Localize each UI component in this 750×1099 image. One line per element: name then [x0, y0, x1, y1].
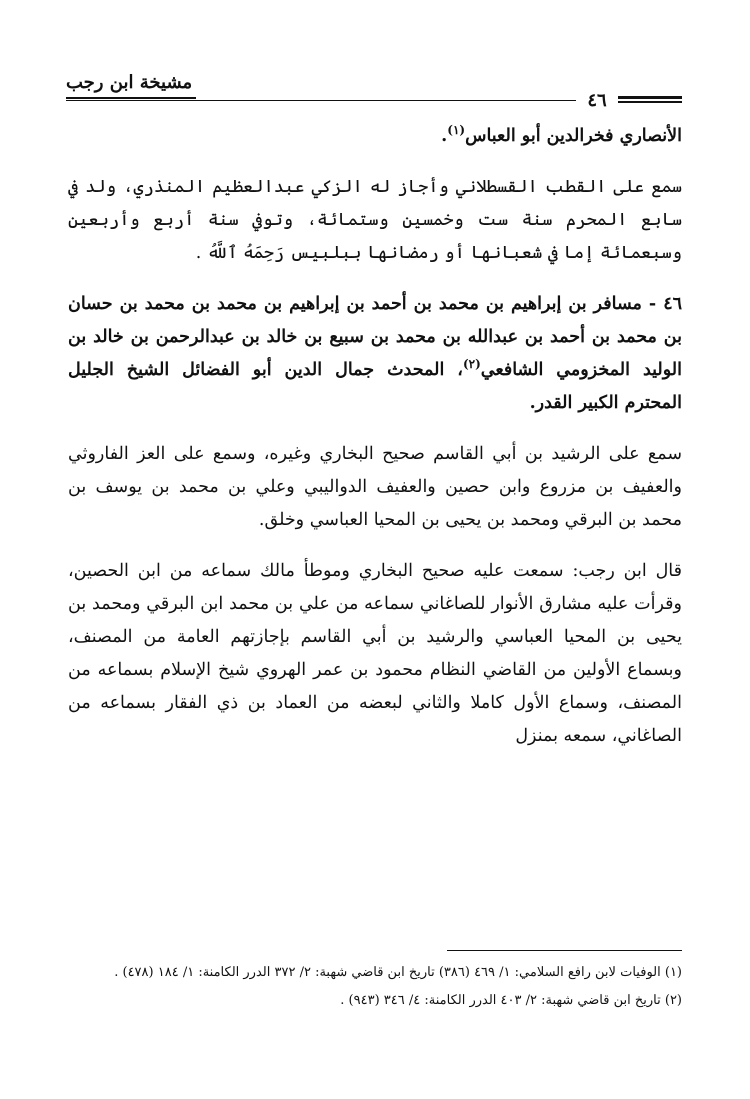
- footnote-separator: [447, 950, 682, 951]
- lead-text: الأنصاري فخرالدين أبو العباس: [465, 126, 682, 146]
- entry-text: ٤٦ - مسافر بن إبراهيم بن محمد بن أحمد بن إبراهيم بن محمد بن محمد بن حسان بن محمد بن أحمد بن عبدالله بن محمد بن سبيع بن خالد بن عبدالرحمن بن خالد بن الوليد المخزومي الشافعي: [68, 294, 682, 380]
- footnote-ref-1: (١): [447, 123, 466, 138]
- paragraph-body: سمع على الرشيد بن أبي القاسم صحيح البخاري وغيره، وسمع على العز الفاروثي والعفيف بن مزروع وابن حصين والعفيف الدواليبي وعلي بن محمد بن يوسف بن محمد بن البرقي ومحمد بن يحيى بن المحيا العباسي وخلق.: [68, 444, 682, 530]
- paragraph-lead: [68, 120, 682, 153]
- main-text: [68, 120, 682, 753]
- title-underline: [66, 97, 196, 99]
- page-number-rule: [618, 96, 682, 103]
- header-rule: [66, 100, 576, 101]
- page-header: [0, 0, 750, 120]
- page-number: ٤٦: [587, 90, 607, 111]
- entry-tail: ، المحدث جمال الدين أبو الفضائل الشيخ الجليل المحترم الكبير القدر.: [68, 360, 682, 413]
- running-title: مشيخة ابن رجب: [66, 72, 193, 93]
- paragraph-entry-heading: [68, 288, 682, 420]
- lead-tail: .: [441, 126, 448, 146]
- paragraph-body: سمع على القطب القسطلاني وأجاز له الزكي عبدالعظيم المنذري، ولد في سابع المحرم سنة ست وخمسين وستمائة، وتوفي سنة أربع وأربعين وسبعمائة إما في شعبانها أو رمضانها ببلبيس رَحِمَهُ ٱللَّهُ .: [68, 177, 682, 263]
- paragraph-body: قال ابن رجب: سمعت عليه صحيح البخاري وموطأ مالك سماعه من ابن الحصين، وقرأت عليه مشارق الأنوار للصاغاني سماعه من علي بن محمد ابن البرقي ومحمد بن يحيى بن المحيا العباسي والرشيد بن أبي القاسم بإجازتهم العامة من المصنف، وبسماع الأولين من القاضي النظام محمود بن عمر الهروي شيخ الإسلام بسماعه من المصنف، وسماع الأول كاملا والثاني لبعضه من العماد بن ذي الفقار بسماعه من الصاغاني، سمعه بمنزل: [68, 561, 682, 746]
- footnote-ref-2: (٢): [462, 357, 481, 372]
- footnotes: [68, 962, 682, 1012]
- footnote-item: (١) الوفيات لابن رافع السلامي: ١/ ٤٦٩ (٣٨٦) تاريخ ابن قاضي شهبة: ٢/ ٣٧٢ الدرر الكامنة: ١/ ١٨٤ (٤٧٨) .: [114, 965, 682, 980]
- footnote-item: (٢) تاريخ ابن قاضي شهبة: ٢/ ٤٠٣ الدرر الكامنة: ٤/ ٣٤٦ (٩٤٣) .: [340, 993, 682, 1008]
